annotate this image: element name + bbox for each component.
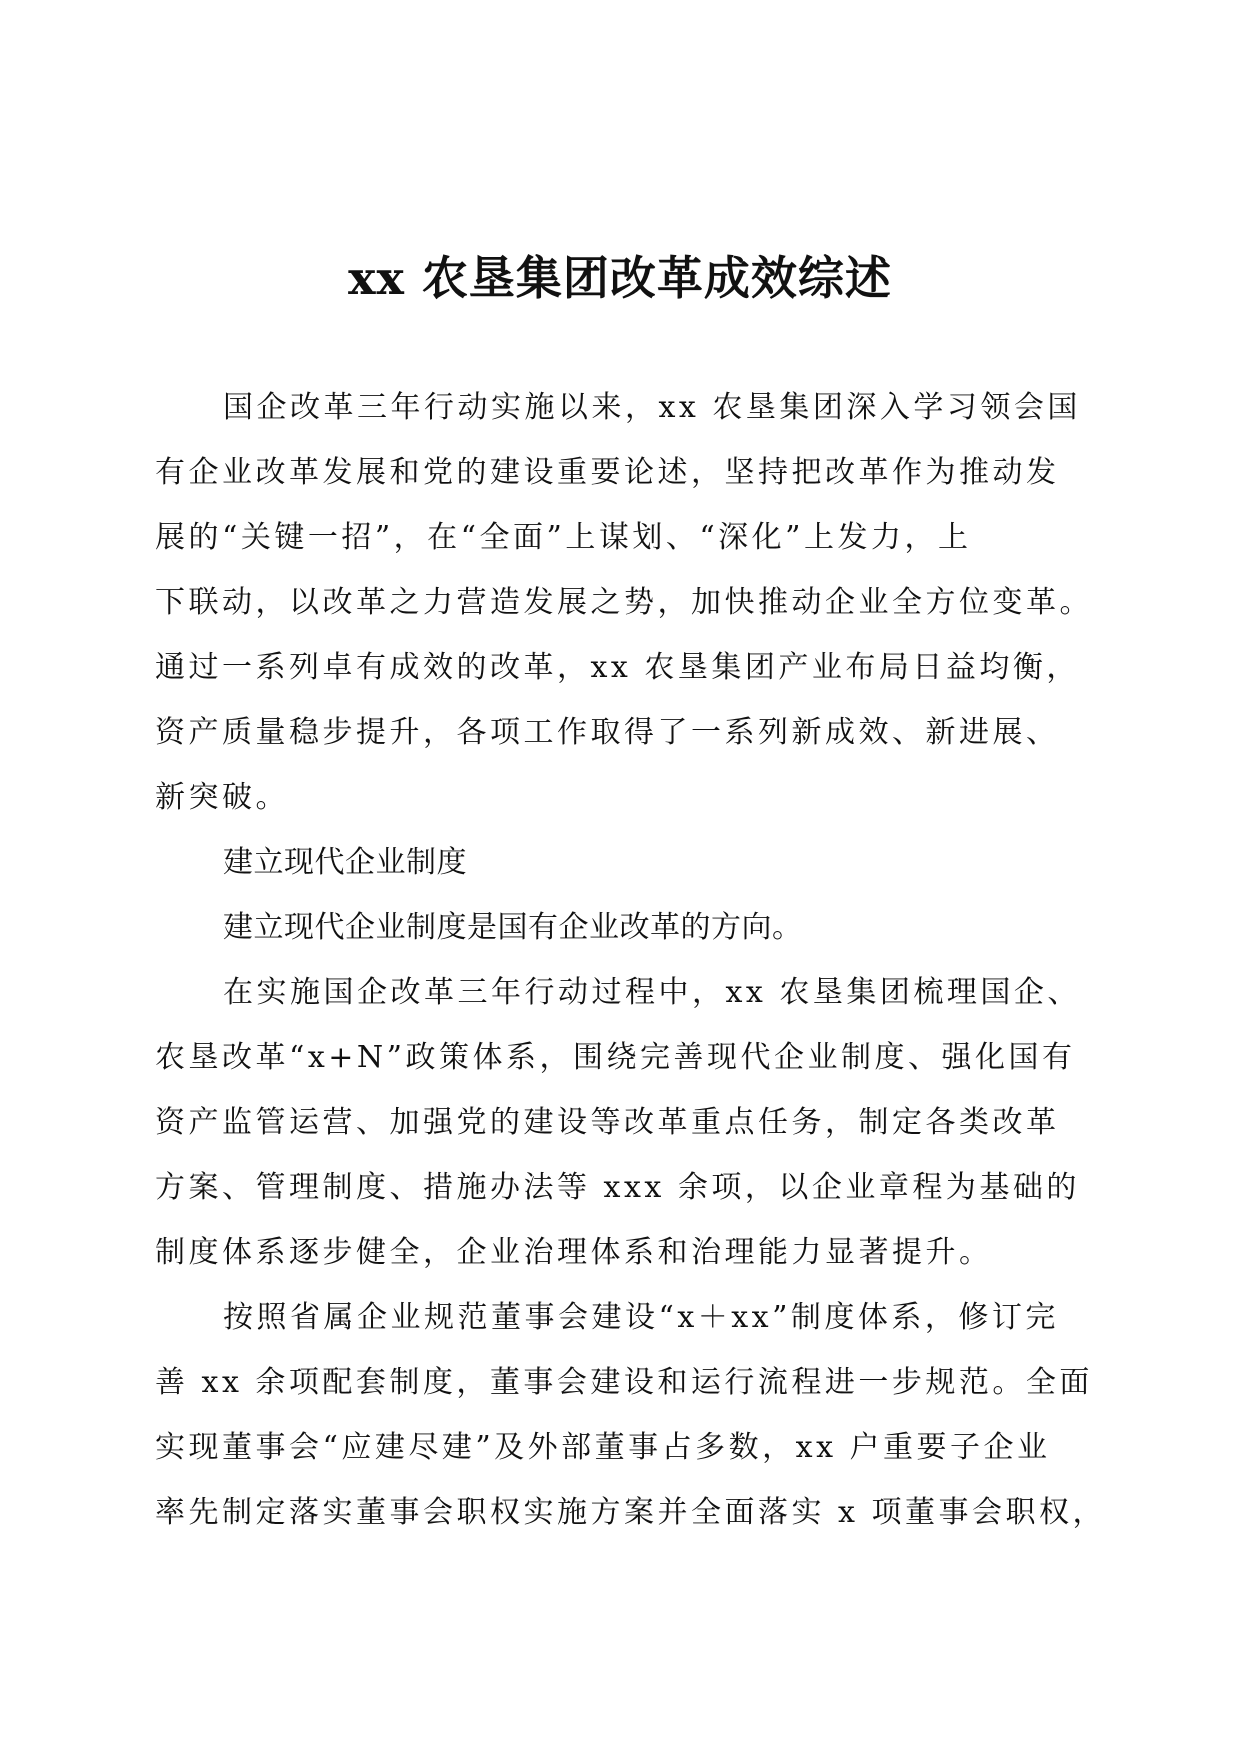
text-line: 有企业改革发展和党的建设重要论述，坚持把改革作为推动发: [155, 455, 1060, 490]
text-line: 农垦改革“x+N”政策体系，围绕完善现代企业制度、强化国有: [155, 1040, 1076, 1075]
section-heading: 建立现代企业制度: [223, 845, 467, 880]
text-line: 善 xx 余项配套制度，董事会建设和运行流程进一步规范。全面: [155, 1365, 1093, 1400]
text-line: 在实施国企改革三年行动过程中，xx 农垦集团梳理国企、: [223, 975, 1081, 1010]
text-line: 资产质量稳步提升，各项工作取得了一系列新成效、新进展、: [155, 715, 1060, 750]
document-body: [155, 375, 1106, 1545]
section-subheading: 建立现代企业制度是国有企业改革的方向。: [223, 910, 803, 945]
text-line: 国企改革三年行动实施以来，xx 农垦集团深入学习领会国: [223, 390, 1081, 425]
text-line: 通过一系列卓有成效的改革，xx 农垦集团产业布局日益均衡，: [155, 650, 1080, 685]
document-title: xx 农垦集团改革成效综述: [348, 251, 892, 305]
text-line: 展的“关键一招”，在“全面”上谋划、“深化”上发力，上: [155, 520, 972, 555]
text-line: 资产监管运营、加强党的建设等改革重点任务，制定各类改革: [155, 1105, 1060, 1140]
text-line: 新突破。: [155, 780, 289, 815]
text-line: 按照省属企业规范董事会建设“x＋xx”制度体系，修订完: [223, 1300, 1059, 1335]
paragraph-implementation: [155, 960, 1085, 1285]
text-line: 方案、管理制度、措施办法等 xxx 余项，以企业章程为基础的: [155, 1170, 1080, 1205]
text-line: 率先制定落实董事会职权实施方案并全面落实 x 项董事会职权，: [155, 1495, 1106, 1530]
text-line: 制度体系逐步健全，企业治理体系和治理能力显著提升。: [155, 1235, 993, 1270]
paragraph-board: [155, 1285, 1106, 1545]
text-line: 下联动，以改革之力营造发展之势，加快推动企业全方位变革。: [155, 585, 1093, 620]
text-line: 实现董事会“应建尽建”及外部董事占多数，xx 户重要子企业: [155, 1430, 1051, 1465]
paragraph-intro: [155, 375, 1093, 830]
